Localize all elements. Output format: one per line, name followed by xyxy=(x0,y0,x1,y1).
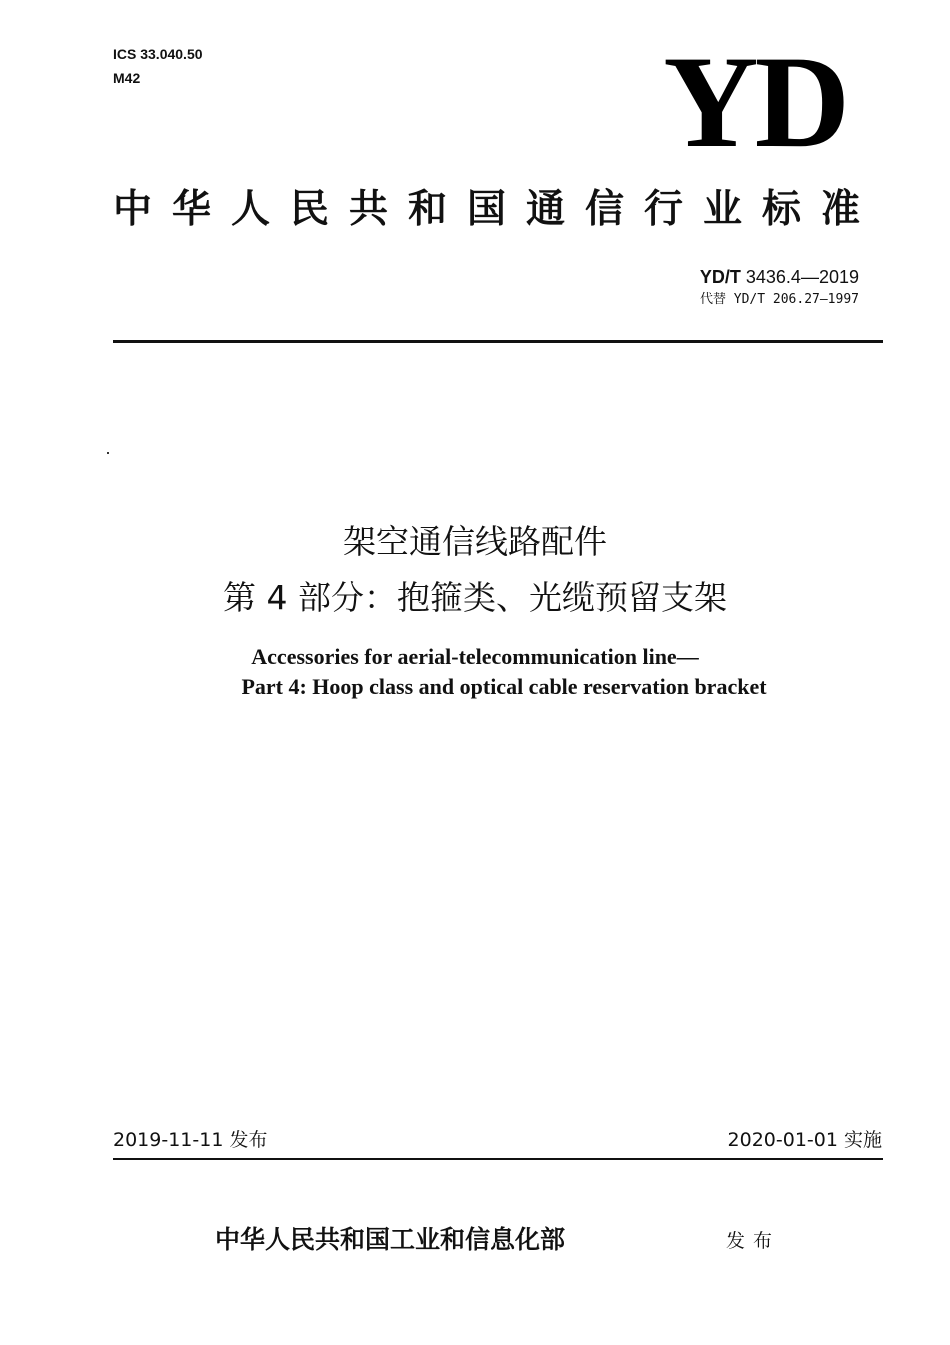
standard-code-prefix: YD/T xyxy=(699,267,741,287)
standard-number xyxy=(700,265,859,289)
title-zh-line1: 架空通信线路配件 xyxy=(343,522,607,561)
title-zh-line2: 第 4 部分：抱箍类、光缆预留支架 xyxy=(223,578,727,617)
yd-logo: YD xyxy=(663,28,846,175)
standard-type-heading: 中华人民共和国通信行业标准 xyxy=(113,187,881,232)
classification-code: M42 xyxy=(113,70,141,86)
standard-code-block xyxy=(700,265,859,311)
ics-code: ICS 33.040.50 xyxy=(113,46,203,62)
standard-code-number: 3436.4—2019 xyxy=(745,267,859,287)
replaces-note: 代替 YD/T 206.27—1997 xyxy=(699,292,859,307)
footer-divider xyxy=(113,1158,883,1160)
issuer-name: 中华人民共和国工业和信息化部 xyxy=(215,1225,566,1254)
header-divider xyxy=(113,340,883,343)
issue-label: 发布 xyxy=(726,1230,781,1252)
title-en-line1: Accessories for aerial-telecommunication line— xyxy=(251,644,699,669)
publish-date: 2019-11-11 发布 xyxy=(113,1129,268,1151)
stray-dot xyxy=(107,452,109,454)
implement-date: 2020-01-01 实施 xyxy=(727,1129,882,1151)
title-en-line2: Part 4: Hoop class and optical cable reservation bracket xyxy=(241,674,767,699)
